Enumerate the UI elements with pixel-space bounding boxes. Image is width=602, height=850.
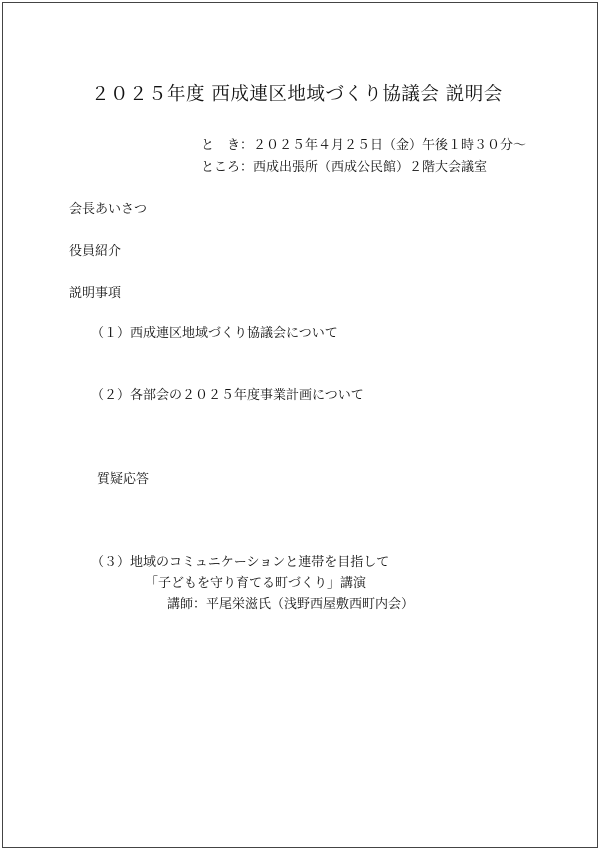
agenda-item-3: （３）地域のコミュニケーションと連帯を目指して [91,555,390,570]
agenda-item-3-subtitle: 「子どもを守り育てる町づくり」講演 [145,576,367,591]
agenda-qa: 質疑応答 [97,472,150,487]
date-line: と き：２０２５年４月２５日（金）午後１時３０分～ [201,138,527,153]
section-explanation: 説明事項 [69,286,122,301]
agenda-item-3-speaker: 講師：平尾栄滋氏（浅野西屋敷西町内会） [167,597,415,612]
place-line: ところ：西成出張所（西成公民館）２階大会議室 [201,160,488,175]
agenda-item-2: （２）各部会の２０２５年度事業計画について [91,388,364,403]
page-border [2,2,598,848]
document-title: ２０２５年度 西成連区地域づくり協議会 説明会 [91,84,503,105]
section-greeting: 会長あいさつ [69,202,148,217]
agenda-item-1: （１）西成連区地域づくり協議会について [91,326,338,341]
section-officers: 役員紹介 [69,244,122,259]
